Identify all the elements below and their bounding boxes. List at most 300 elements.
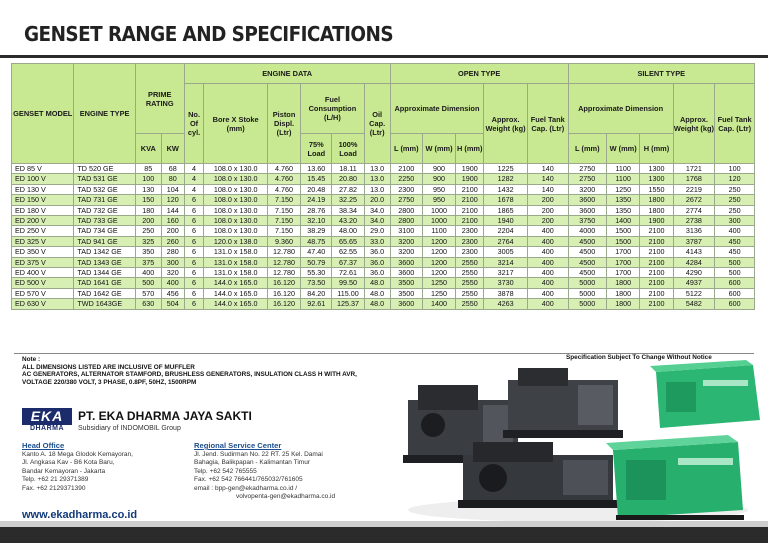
cell-cyl: 6 [184,205,204,215]
cell-model: ED 85 V [12,164,74,174]
cell-kva: 150 [135,195,161,205]
cell-sl: 3600 [568,205,606,215]
cell-stank: 250 [715,205,755,215]
cell-oweight: 4263 [484,299,528,309]
col-piston-displ: Piston Displ. (Ltr) [267,84,300,164]
cell-sh: 1800 [640,205,673,215]
cell-ol: 3500 [390,288,422,298]
cell-sw: 1800 [607,288,640,298]
table-row [12,278,755,288]
cell-sl: 4500 [568,236,606,246]
cell-oh: 2300 [456,236,484,246]
cell-otank: 400 [527,268,568,278]
cell-otank: 400 [527,247,568,257]
cell-bore: 108.0 x 130.0 [204,174,267,184]
cell-model: ED 180 V [12,205,74,215]
head-office-title: Head Office [22,441,65,450]
cell-sh: 1900 [640,216,673,226]
cell-oweight: 1282 [484,174,528,184]
cell-oil: 48.0 [364,299,390,309]
cell-sw: 1500 [607,226,640,236]
cell-sw: 1350 [607,195,640,205]
cell-oh: 2550 [456,288,484,298]
cell-engine: TD 520 GE [74,164,135,174]
cell-displ: 16.120 [267,299,300,309]
cell-oil: 34.0 [364,216,390,226]
cell-model: ED 570 V [12,288,74,298]
cell-stank: 600 [715,299,755,309]
spec-table [11,63,755,310]
cell-sh: 2100 [640,236,673,246]
cell-model: ED 250 V [12,226,74,236]
cell-displ: 9.360 [267,236,300,246]
col-kw: KW [161,134,184,164]
cell-oweight: 3217 [484,268,528,278]
cell-ow: 1200 [422,236,455,246]
cell-load100: 48.00 [332,226,364,236]
note-line-1: ALL DIMENSIONS LISTED ARE INCLUSIVE OF MUFFLER [22,363,195,371]
cell-engine: TAD 532 GE [74,184,135,194]
cell-oweight: 2764 [484,236,528,246]
cell-load75: 28.76 [301,205,332,215]
cell-stank: 120 [715,174,755,184]
title-rule [0,55,768,58]
cell-kva: 630 [135,299,161,309]
cell-cyl: 4 [184,164,204,174]
cell-kw: 80 [161,174,184,184]
cell-sl: 4500 [568,247,606,257]
cell-bore: 108.0 x 130.0 [204,216,267,226]
cell-sh: 2100 [640,278,673,288]
cell-ol: 2800 [390,205,422,215]
cell-ow: 1250 [422,278,455,288]
cell-oweight: 3214 [484,257,528,267]
cell-kw: 456 [161,288,184,298]
regional-office-email: volvopenta-gen@ekadharma.co.id [236,493,336,501]
cell-kva: 570 [135,288,161,298]
cell-oil: 13.0 [364,184,390,194]
head-office-line: Bandar Kemayoran - Jakarta [22,467,106,475]
cell-oil: 48.0 [364,278,390,288]
cell-oh: 2550 [456,257,484,267]
col-silent-l: L (mm) [568,134,606,164]
cell-displ: 12.780 [267,247,300,257]
cell-ol: 3600 [390,257,422,267]
cell-load100: 115.00 [332,288,364,298]
table-row [12,226,755,236]
regional-office-fax: Fax. +62 542 766441/765032/761605 [194,476,303,484]
col-silent-fuel-tank: Fuel Tank Cap. (Ltr) [715,84,755,164]
cell-ow: 1000 [422,216,455,226]
cell-ow: 900 [422,164,455,174]
head-office-fax: Fax. +62 2129371390 [22,484,86,492]
col-fuel-consumption: Fuel Consumption (L/H) [301,84,364,134]
table-row [12,288,755,298]
cell-sl: 5000 [568,299,606,309]
cell-oh: 2100 [456,195,484,205]
cell-displ: 4.760 [267,174,300,184]
cell-sl: 4500 [568,268,606,278]
col-load-100: 100% Load [332,134,364,164]
cell-cyl: 6 [184,247,204,257]
cell-oil: 20.0 [364,195,390,205]
cell-kva: 400 [135,268,161,278]
cell-bore: 120.0 x 138.0 [204,236,267,246]
cell-kw: 144 [161,205,184,215]
cell-sl: 2750 [568,174,606,184]
cell-ow: 1200 [422,257,455,267]
cell-engine: TWD 1643GE [74,299,135,309]
cell-stank: 100 [715,164,755,174]
cell-oil: 34.0 [364,205,390,215]
cell-sw: 1100 [607,174,640,184]
regional-office-line: Bahagia, Balikpapan - Kalimantan Timur [194,459,310,467]
cell-bore: 108.0 x 130.0 [204,184,267,194]
cell-sweight: 5122 [673,288,715,298]
cell-sh: 1300 [640,174,673,184]
cell-stank: 500 [715,268,755,278]
table-row [12,216,755,226]
genset-open-icon [458,442,618,508]
table-row [12,195,755,205]
cell-cyl: 4 [184,184,204,194]
cell-sh: 2100 [640,288,673,298]
cell-displ: 12.780 [267,268,300,278]
cell-oweight: 1865 [484,205,528,215]
cell-displ: 4.760 [267,164,300,174]
cell-sweight: 4290 [673,268,715,278]
cell-ol: 3200 [390,247,422,257]
cell-engine: TAD 941 GE [74,236,135,246]
cell-displ: 12.780 [267,257,300,267]
cell-otank: 400 [527,257,568,267]
cell-model: ED 100 V [12,174,74,184]
cell-model: ED 130 V [12,184,74,194]
cell-ow: 900 [422,174,455,184]
cell-cyl: 6 [184,226,204,236]
cell-otank: 400 [527,288,568,298]
cell-stank: 400 [715,226,755,236]
cell-ow: 1100 [422,226,455,236]
cell-sl: 4000 [568,226,606,236]
cell-oweight: 3730 [484,278,528,288]
cell-cyl: 4 [184,174,204,184]
cell-otank: 140 [527,174,568,184]
cell-kw: 120 [161,195,184,205]
cell-kw: 280 [161,247,184,257]
cell-sl: 5000 [568,288,606,298]
regional-office-email: email : bpp-gen@ekadharma.co.id / [194,484,298,492]
table-row [12,184,755,194]
cell-oil: 36.0 [364,268,390,278]
cell-oh: 2300 [456,226,484,236]
table-row [12,164,755,174]
genset-silent-icon [650,360,760,428]
cell-sweight: 3136 [673,226,715,236]
cell-oil: 36.0 [364,257,390,267]
cell-ol: 3500 [390,278,422,288]
cell-bore: 108.0 x 130.0 [204,205,267,215]
cell-oh: 2550 [456,268,484,278]
cell-model: ED 500 V [12,278,74,288]
cell-engine: TAD 1344 GE [74,268,135,278]
cell-oil: 29.0 [364,226,390,236]
cell-cyl: 6 [184,195,204,205]
cell-sweight: 2738 [673,216,715,226]
cell-sweight: 1721 [673,164,715,174]
cell-load100: 99.50 [332,278,364,288]
cell-stank: 300 [715,216,755,226]
cell-kva: 180 [135,205,161,215]
col-silent-dimension: Approximate Dimension [568,84,673,134]
cell-oil: 48.0 [364,288,390,298]
cell-model: ED 150 V [12,195,74,205]
cell-ol: 2800 [390,216,422,226]
cell-bore: 144.0 x 165.0 [204,299,267,309]
cell-kw: 68 [161,164,184,174]
cell-load75: 73.50 [301,278,332,288]
cell-ow: 950 [422,184,455,194]
regional-office-title: Regional Service Center [194,441,282,450]
cell-otank: 200 [527,195,568,205]
table-row [12,205,755,215]
company-name: PT. EKA DHARMA JAYA SAKTI [78,409,252,423]
cell-sl: 3600 [568,195,606,205]
cell-kw: 300 [161,257,184,267]
cell-load75: 13.60 [301,164,332,174]
subject-to-change: Specification Subject To Change Without Notice [566,354,712,361]
note [22,356,357,386]
cell-bore: 131.0 x 158.0 [204,247,267,257]
cell-load75: 24.19 [301,195,332,205]
cell-ol: 3600 [390,299,422,309]
note-line-2: AC GENERATORS, ALTERNATOR STAMFORD, BRUSHLESS GENERATORS, INSULATION CLASS H WITH AVR, [22,371,357,379]
cell-bore: 144.0 x 165.0 [204,278,267,288]
cell-sl: 2750 [568,164,606,174]
cell-load75: 38.29 [301,226,332,236]
cell-load75: 50.79 [301,257,332,267]
cell-oil: 33.0 [364,236,390,246]
cell-kva: 250 [135,226,161,236]
cell-bore: 108.0 x 130.0 [204,195,267,205]
cell-oweight: 1678 [484,195,528,205]
cell-oh: 1900 [456,174,484,184]
cell-stank: 600 [715,288,755,298]
genset-illustration [398,360,763,525]
cell-displ: 7.150 [267,205,300,215]
cell-bore: 144.0 x 165.0 [204,288,267,298]
cell-sw: 1700 [607,247,640,257]
cell-oil: 13.0 [364,174,390,184]
genset-open-icon [503,368,623,438]
cell-kva: 500 [135,278,161,288]
regional-office-line: Jl. Jend. Sudirman No. 22 RT. 25 Kel. Damai [194,451,323,458]
cell-kva: 85 [135,164,161,174]
cell-displ: 7.150 [267,226,300,236]
cell-load100: 62.55 [332,247,364,257]
cell-kva: 100 [135,174,161,184]
cell-cyl: 6 [184,288,204,298]
cell-sw: 1800 [607,278,640,288]
company-logo [22,408,72,432]
cell-sh: 2100 [640,247,673,257]
cell-model: ED 630 V [12,299,74,309]
cell-ow: 950 [422,195,455,205]
cell-sl: 4500 [568,257,606,267]
table-row [12,257,755,267]
cell-sweight: 2672 [673,195,715,205]
cell-kw: 504 [161,299,184,309]
cell-engine: TAD 733 GE [74,216,135,226]
cell-sh: 1550 [640,184,673,194]
cell-sweight: 4284 [673,257,715,267]
cell-otank: 400 [527,278,568,288]
cell-stank: 450 [715,236,755,246]
cell-kw: 200 [161,226,184,236]
cell-sh: 2100 [640,226,673,236]
cell-oweight: 1225 [484,164,528,174]
cell-cyl: 6 [184,299,204,309]
head-office-phone: Telp. +62 21 29371389 [22,476,89,484]
cell-load100: 20.80 [332,174,364,184]
cell-kva: 325 [135,236,161,246]
cell-kw: 260 [161,236,184,246]
cell-stank: 250 [715,184,755,194]
head-office [22,441,133,493]
cell-load100: 18.11 [332,164,364,174]
cell-ol: 2300 [390,184,422,194]
cell-otank: 400 [527,299,568,309]
table-row [12,247,755,257]
cell-kw: 160 [161,216,184,226]
cell-kw: 104 [161,184,184,194]
cell-load75: 92.61 [301,299,332,309]
col-load-75: 75% Load [301,134,332,164]
cell-oweight: 1432 [484,184,528,194]
cell-load100: 67.37 [332,257,364,267]
cell-bore: 108.0 x 130.0 [204,226,267,236]
cell-kva: 200 [135,216,161,226]
cell-load75: 20.48 [301,184,332,194]
logo-mark: EKA [22,408,72,425]
cell-sweight: 2219 [673,184,715,194]
cell-displ: 16.120 [267,278,300,288]
website-link[interactable]: www.ekadharma.co.id [22,509,138,521]
cell-sh: 1800 [640,195,673,205]
cell-sw: 1700 [607,268,640,278]
table-row [12,268,755,278]
cell-otank: 200 [527,216,568,226]
company-subsidiary: Subsidiary of INDOMOBIL Group [78,425,181,432]
cell-displ: 7.150 [267,195,300,205]
table-row [12,299,755,309]
cell-load100: 27.82 [332,184,364,194]
col-oil-cap: Oil Cap. (Ltr) [364,84,390,164]
cell-oil: 36.0 [364,247,390,257]
cell-stank: 500 [715,257,755,267]
cell-engine: TAD 1641 GE [74,278,135,288]
cell-otank: 140 [527,184,568,194]
cell-engine: TAD 1343 GE [74,257,135,267]
col-open-fuel-tank: Fuel Tank Cap. (Ltr) [527,84,568,164]
col-engine-data: ENGINE DATA [184,64,390,84]
cell-oweight: 3005 [484,247,528,257]
cell-kw: 400 [161,278,184,288]
col-engine-type: ENGINE TYPE [74,64,135,164]
cell-oh: 2550 [456,299,484,309]
cell-displ: 7.150 [267,216,300,226]
cell-load75: 47.40 [301,247,332,257]
cell-ol: 3600 [390,268,422,278]
note-label: Note : [22,356,41,363]
note-line-3: VOLTAGE 220/380 VOLT, 3 PHASE, 0.8PF, 50HZ, 1500RPM [22,378,197,386]
cell-bore: 131.0 x 158.0 [204,268,267,278]
cell-kva: 350 [135,247,161,257]
cell-ol: 2750 [390,195,422,205]
cell-stank: 450 [715,247,755,257]
regional-office [194,441,335,501]
cell-displ: 16.120 [267,288,300,298]
cell-sweight: 1768 [673,174,715,184]
cell-load100: 38.34 [332,205,364,215]
col-open-l: L (mm) [390,134,422,164]
cell-load100: 65.65 [332,236,364,246]
cell-engine: TAD 1342 GE [74,247,135,257]
cell-bore: 131.0 x 158.0 [204,257,267,267]
col-open-weight: Approx. Weight (kg) [484,84,528,164]
cell-sh: 2100 [640,268,673,278]
col-genset-model: GENSET MODEL [12,64,74,164]
cell-kva: 375 [135,257,161,267]
cell-stank: 250 [715,195,755,205]
table-row [12,236,755,246]
cell-load75: 84.20 [301,288,332,298]
cell-ow: 1200 [422,268,455,278]
cell-ol: 3100 [390,226,422,236]
cell-sw: 1350 [607,205,640,215]
head-office-line: Kanto A. 18 Mega Glodok Kemayoran, [22,451,133,458]
cell-oweight: 2204 [484,226,528,236]
cell-load100: 32.25 [332,195,364,205]
cell-sw: 1700 [607,257,640,267]
cell-sl: 5000 [568,278,606,288]
cell-ow: 1250 [422,288,455,298]
spec-table-body [12,164,755,310]
cell-cyl: 6 [184,236,204,246]
col-open-h: H (mm) [456,134,484,164]
col-open-type: OPEN TYPE [390,64,568,84]
cell-load75: 15.45 [301,174,332,184]
cell-engine: TAD 731 GE [74,195,135,205]
page-title: GENSET RANGE AND SPECIFICATIONS [24,22,394,46]
cell-sweight: 5482 [673,299,715,309]
cell-model: ED 200 V [12,216,74,226]
cell-sweight: 2774 [673,205,715,215]
cell-sweight: 3787 [673,236,715,246]
cell-load75: 32.10 [301,216,332,226]
cell-engine: TAD 732 GE [74,205,135,215]
cell-oh: 2300 [456,247,484,257]
regional-office-phone: Telp. +62 542 765555 [194,467,257,475]
cell-sl: 3200 [568,184,606,194]
logo-subtext: DHARMA [29,425,65,432]
cell-oh: 1900 [456,164,484,174]
col-open-w: W (mm) [422,134,455,164]
cell-otank: 400 [527,226,568,236]
cell-load100: 72.61 [332,268,364,278]
table-row [12,174,755,184]
cell-otank: 140 [527,164,568,174]
